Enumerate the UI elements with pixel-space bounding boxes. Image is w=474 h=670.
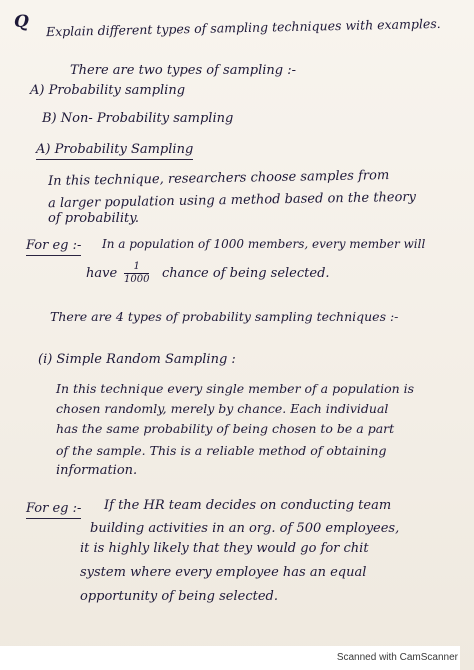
text-line: There are two types of sampling :- [70,63,297,78]
fraction [124,261,149,286]
section-heading: A) Probability Sampling [36,142,193,160]
text-line: chance of being selected. [162,266,330,281]
question-marker: Q [14,12,29,32]
fraction-numerator: 1 [124,261,149,274]
scanner-watermark-text: Scanned with CamScanner [336,652,458,663]
example-label: For eg :- [26,501,81,519]
text-line: system where every employee has an equal [80,565,367,580]
question-text: Explain different types of sampling techniques with examples. [45,15,441,40]
text-line: of probability. [48,211,139,226]
text-line: it is highly likely that they would go for chit [80,541,369,556]
text-line: information. [56,463,138,478]
text-line: A) Probability sampling [30,83,186,98]
text-line: have [86,266,118,281]
text-line: opportunity of being selected. [80,589,278,604]
scanner-watermark [0,646,460,670]
text-line: of the sample. This is a reliable method of obtaining [56,443,387,458]
example-label: For eg :- [26,238,81,256]
text-line: There are 4 types of probability sampling techniques :- [50,309,399,324]
text-line: a larger population using a method based on the theory [47,189,417,212]
text-line: In a population of 1000 members, every member will [102,237,426,251]
text-line: chosen randomly, merely by chance. Each individual [56,401,389,416]
section-heading: (i) Simple Random Sampling : [38,352,236,367]
text-line: If the HR team decides on conducting team [104,498,392,513]
fraction-denominator: 1000 [124,274,150,285]
text-line: B) Non- Probability sampling [42,111,234,126]
text-line: In this technique, researchers choose samples from [47,168,390,189]
text-line: has the same probability of being chosen to be a part [56,421,395,436]
text-line: building activities in an org. of 500 employees, [90,521,400,536]
text-line: In this technique every single member of a population is [56,381,415,396]
